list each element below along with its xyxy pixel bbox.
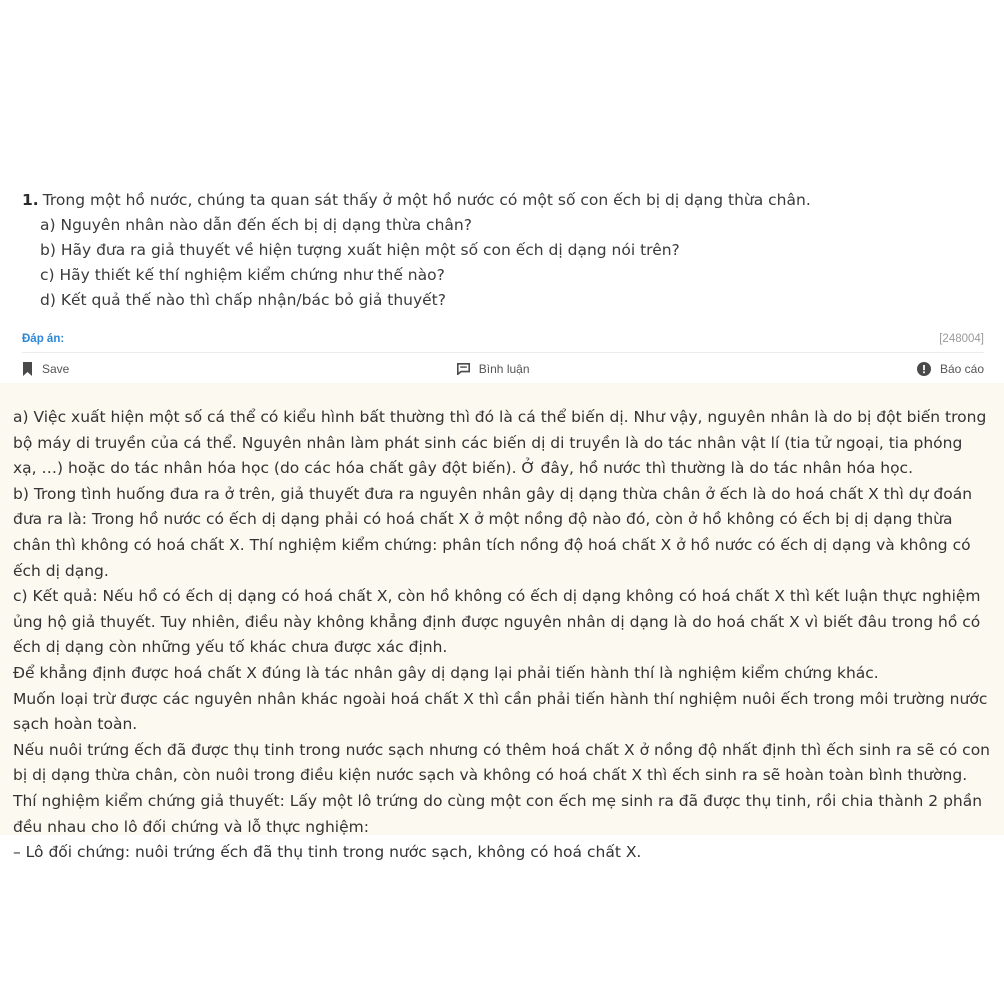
answer-header <box>22 326 984 353</box>
answer-id: [248004] <box>939 333 984 345</box>
question-number: 1. <box>22 191 39 209</box>
question-part-a: a) Nguyên nhân nào dẫn đến ếch bị dị dạng thừa chân? <box>40 216 472 234</box>
question-stem: Trong một hồ nước, chúng ta quan sát thấy ở một hồ nước có một số con ếch bị dị dạng thừa chân. <box>42 191 811 209</box>
solution-paragraph-5: Muốn loại trừ được các nguyên nhân khác ngoài hoá chất X thì cần phải tiến hành thí nghiệm nuôi ếch trong môi trường nước sạch hoàn toàn. <box>13 689 988 734</box>
bookmark-icon <box>22 362 33 376</box>
solution-paragraph-b: b) Trong tình huống đưa ra ở trên, giả thuyết đưa ra nguyên nhân gây dị dạng thừa chân ở ếch là do hoá chất X thì dự đoán đưa ra là: Trong hồ nước có ếch dị dạng phải có hoá chất X ở một nồng độ nào đó, còn ở hồ không có ếch bị dị dạng thừa chân thì không có hoá chất X. Thí nghiệm kiểm chứng: phân tích nồng độ hoá chất X ở hồ nước có ếch dị dạng và không có ếch dị dạng. <box>13 484 973 580</box>
solution-paragraph-7: Thí nghiệm kiểm chứng giả thuyết: Lấy một lô trứng do cùng một con ếch mẹ sinh ra đã được thụ tinh, rồi chia thành 2 phần đều nhau cho lô đối chứng và lỗ thực nghiệm: <box>13 791 983 836</box>
solution-paragraph-4: Để khẳng định được hoá chất X đúng là tác nhân gây dị dạng lại phải tiến hành thí là nghiệm kiểm chứng khác. <box>13 663 879 682</box>
report-button[interactable] <box>917 362 984 376</box>
save-label: Save <box>42 361 70 376</box>
comment-icon <box>457 363 470 375</box>
comment-button[interactable] <box>457 362 530 376</box>
report-label: Báo cáo <box>939 361 984 376</box>
question-stem-line <box>22 188 982 213</box>
solution-paragraph-c: c) Kết quả: Nếu hồ có ếch dị dạng có hoá chất X, còn hồ không có ếch dị dạng không có hoá chất X thì kết luận thực nghiệm ủng hộ giả thuyết. Tuy nhiên, điều này không khẳng định được nguyên nhân dị dạng là do hoá chất X vì biết đâu trong hồ có ếch dị dạng còn những yếu tố khác chưa được xác định. <box>13 587 981 657</box>
solution-panel <box>0 383 1004 862</box>
question-part-c: c) Hãy thiết kế thí nghiệm kiểm chứng như thế nào? <box>40 266 445 284</box>
answer-label: Đáp án: <box>22 333 65 345</box>
save-button[interactable] <box>22 362 69 376</box>
solution-paragraph-8: – Lô đối chứng: nuôi trứng ếch đã thụ tinh trong nước sạch, không có hoá chất X. <box>13 843 642 862</box>
solution-paragraph-6: Nếu nuôi trứng ếch đã được thụ tinh trong nước sạch nhưng có thêm hoá chất X ở nồng độ nhất định thì ếch sinh ra sẽ có con bị dị dạng thừa chân, còn nuôi trong điều kiện nước sạch và không có hoá chất X thì ếch sinh ra sẽ hoàn toàn bình thường. <box>13 740 990 785</box>
question-block <box>22 188 982 313</box>
answer-toolbar <box>22 355 984 382</box>
alert-icon <box>917 362 931 376</box>
solution-paragraph-a: a) Việc xuất hiện một số cá thể có kiểu hình bất thường thì đó là cá thể biến dị. Như vậy, nguyên nhân là do bị đột biến trong bộ máy di truyền của cá thể. Nguyên nhân làm phát sinh các biến dị di truyền là do tác nhân vật lí (tia tử ngoại, tia phóng xạ, …) hoặc do tác nhân hóa học (do các hóa chất gây đột biến). Ở đây, hồ nước thì thường là do tác nhân hóa học. <box>13 408 987 478</box>
question-part-b: b) Hãy đưa ra giả thuyết về hiện tượng xuất hiện một số con ếch dị dạng nói trên? <box>40 241 680 259</box>
comment-label: Bình luận <box>478 361 530 376</box>
question-part-d: d) Kết quả thế nào thì chấp nhận/bác bỏ giả thuyết? <box>40 291 446 309</box>
